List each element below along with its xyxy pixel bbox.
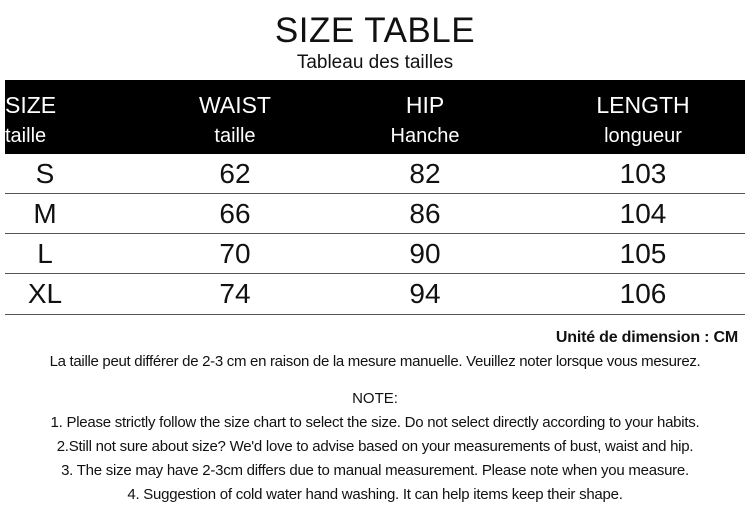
header-waist-label: WAIST bbox=[199, 92, 271, 118]
cell-size: S bbox=[35, 158, 55, 189]
cell-length: 105 bbox=[619, 238, 667, 269]
table-header bbox=[5, 80, 745, 154]
table-row bbox=[5, 154, 745, 194]
cell-size: L bbox=[37, 238, 53, 269]
header-size-label-fr: taille bbox=[5, 125, 47, 147]
table-row bbox=[5, 234, 745, 274]
size-table bbox=[5, 80, 745, 315]
cell-waist: 74 bbox=[219, 278, 251, 309]
header-waist bbox=[180, 80, 290, 154]
cell-length: 104 bbox=[619, 198, 667, 229]
header-waist-label-fr: taille bbox=[214, 125, 256, 147]
cell-length: 103 bbox=[619, 158, 667, 189]
table-row bbox=[5, 274, 745, 315]
page-subtitle: Tableau des tailles bbox=[296, 52, 454, 73]
measurement-remark: La taille peut différer de 2-3 cm en raison de la mesure manuelle. Veuillez noter lorsque vous mesurez. bbox=[49, 353, 701, 370]
header-hip-label-fr: Hanche bbox=[390, 125, 460, 147]
note-item: 1. Please strictly follow the size chart to select the size. Do not select directly according to your habits. bbox=[50, 414, 700, 431]
header-hip bbox=[370, 80, 480, 154]
cell-size: XL bbox=[27, 278, 63, 309]
cell-waist: 70 bbox=[219, 238, 251, 269]
header-size bbox=[5, 80, 100, 154]
table-row bbox=[5, 194, 745, 234]
page-title: SIZE TABLE bbox=[274, 11, 476, 50]
cell-waist: 66 bbox=[219, 198, 251, 229]
header-length-label: LENGTH bbox=[596, 92, 690, 118]
header-length-label-fr: longueur bbox=[604, 125, 682, 147]
cell-size: M bbox=[33, 198, 57, 229]
note-item: 3. The size may have 2-3cm differs due to manual measurement. Please note when you measure. bbox=[61, 462, 689, 479]
cell-waist: 62 bbox=[219, 158, 251, 189]
notes-list bbox=[0, 413, 750, 509]
note-item: 2.Still not sure about size? We'd love to advise based on your measurements of bust, waist and hip. bbox=[56, 438, 694, 455]
header-size-label: SIZE bbox=[5, 92, 57, 118]
cell-length: 106 bbox=[619, 278, 667, 309]
header-length bbox=[573, 80, 713, 154]
cell-hip: 82 bbox=[409, 158, 441, 189]
cell-hip: 94 bbox=[409, 278, 441, 309]
cell-hip: 86 bbox=[409, 198, 441, 229]
unit-label: Unité de dimension : CM bbox=[555, 329, 738, 346]
note-title: NOTE: bbox=[352, 390, 398, 407]
note-item: 4. Suggestion of cold water hand washing. It can help items keep their shape. bbox=[127, 486, 623, 503]
table-body bbox=[5, 154, 745, 315]
header-hip-label: HIP bbox=[405, 92, 445, 118]
cell-hip: 90 bbox=[409, 238, 441, 269]
